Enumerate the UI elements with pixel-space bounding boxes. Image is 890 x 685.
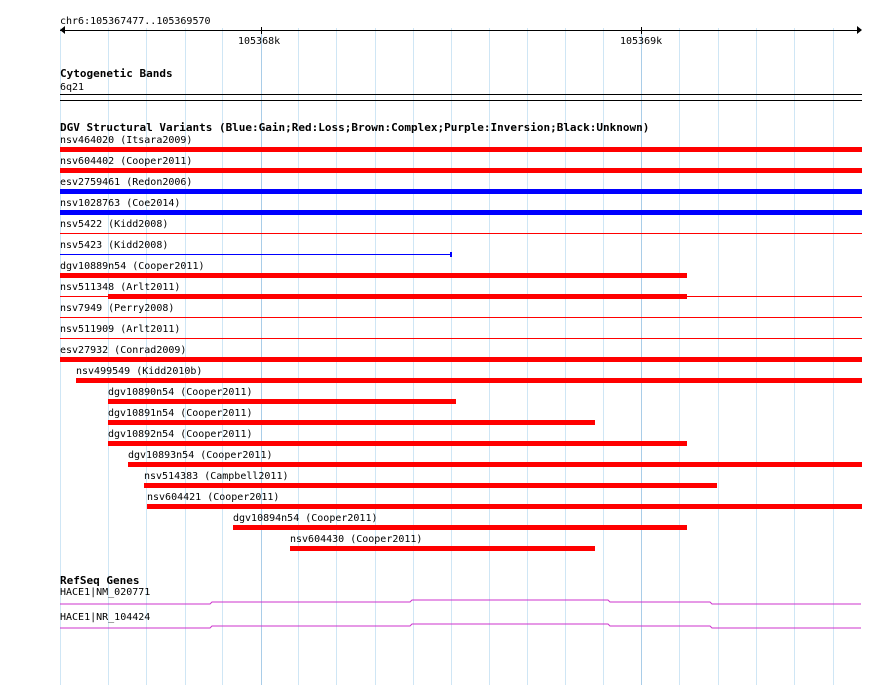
feature-label[interactable]: dgv10893n54 (Cooper2011): [128, 450, 273, 461]
cytoband-label: 6q21: [60, 82, 85, 93]
gene-label[interactable]: HACE1|NR_104424: [60, 612, 151, 623]
feature-label[interactable]: esv27932 (Conrad2009): [60, 345, 187, 356]
feature-label[interactable]: nsv514383 (Campbell2011): [144, 471, 289, 482]
feature-label[interactable]: nsv1028763 (Coe2014): [60, 198, 181, 209]
feature-label[interactable]: nsv464020 (Itsara2009): [60, 135, 193, 146]
feature-label[interactable]: dgv10894n54 (Cooper2011): [233, 513, 378, 524]
feature-label[interactable]: dgv10889n54 (Cooper2011): [60, 261, 205, 272]
feature-label[interactable]: nsv5423 (Kidd2008): [60, 240, 169, 251]
cytoband-track-title: Cytogenetic Bands: [60, 67, 173, 80]
ruler-tick-label: 105368k: [238, 36, 281, 47]
ruler-tick-label: 105369k: [620, 36, 663, 47]
feature-label[interactable]: nsv604430 (Cooper2011): [290, 534, 423, 545]
feature-label[interactable]: nsv604421 (Cooper2011): [147, 492, 280, 503]
feature-label[interactable]: dgv10890n54 (Cooper2011): [108, 387, 253, 398]
feature-label[interactable]: dgv10892n54 (Cooper2011): [108, 429, 253, 440]
location-label: chr6:105367477..105369570: [60, 16, 211, 27]
feature-label[interactable]: dgv10891n54 (Cooper2011): [108, 408, 253, 419]
gene-label[interactable]: HACE1|NM_020771: [60, 587, 151, 598]
feature-label[interactable]: esv2759461 (Redon2006): [60, 177, 193, 188]
feature-label[interactable]: nsv511348 (Arlt2011): [60, 282, 181, 293]
feature-label[interactable]: nsv7949 (Perry2008): [60, 303, 175, 314]
dgv-track-title: DGV Structural Variants (Blue:Gain;Red:Loss;Brown:Complex;Purple:Inversion;Black:Unknown): [60, 121, 650, 134]
refseq-track-title: RefSeq Genes: [60, 574, 140, 587]
feature-label[interactable]: nsv604402 (Cooper2011): [60, 156, 193, 167]
feature-label[interactable]: nsv5422 (Kidd2008): [60, 219, 169, 230]
gene-model-nm-020771[interactable]: [60, 600, 861, 604]
gene-model-nr-104424[interactable]: [60, 624, 861, 628]
feature-label[interactable]: nsv511909 (Arlt2011): [60, 324, 181, 335]
feature-label[interactable]: nsv499549 (Kidd2010b): [76, 366, 203, 377]
